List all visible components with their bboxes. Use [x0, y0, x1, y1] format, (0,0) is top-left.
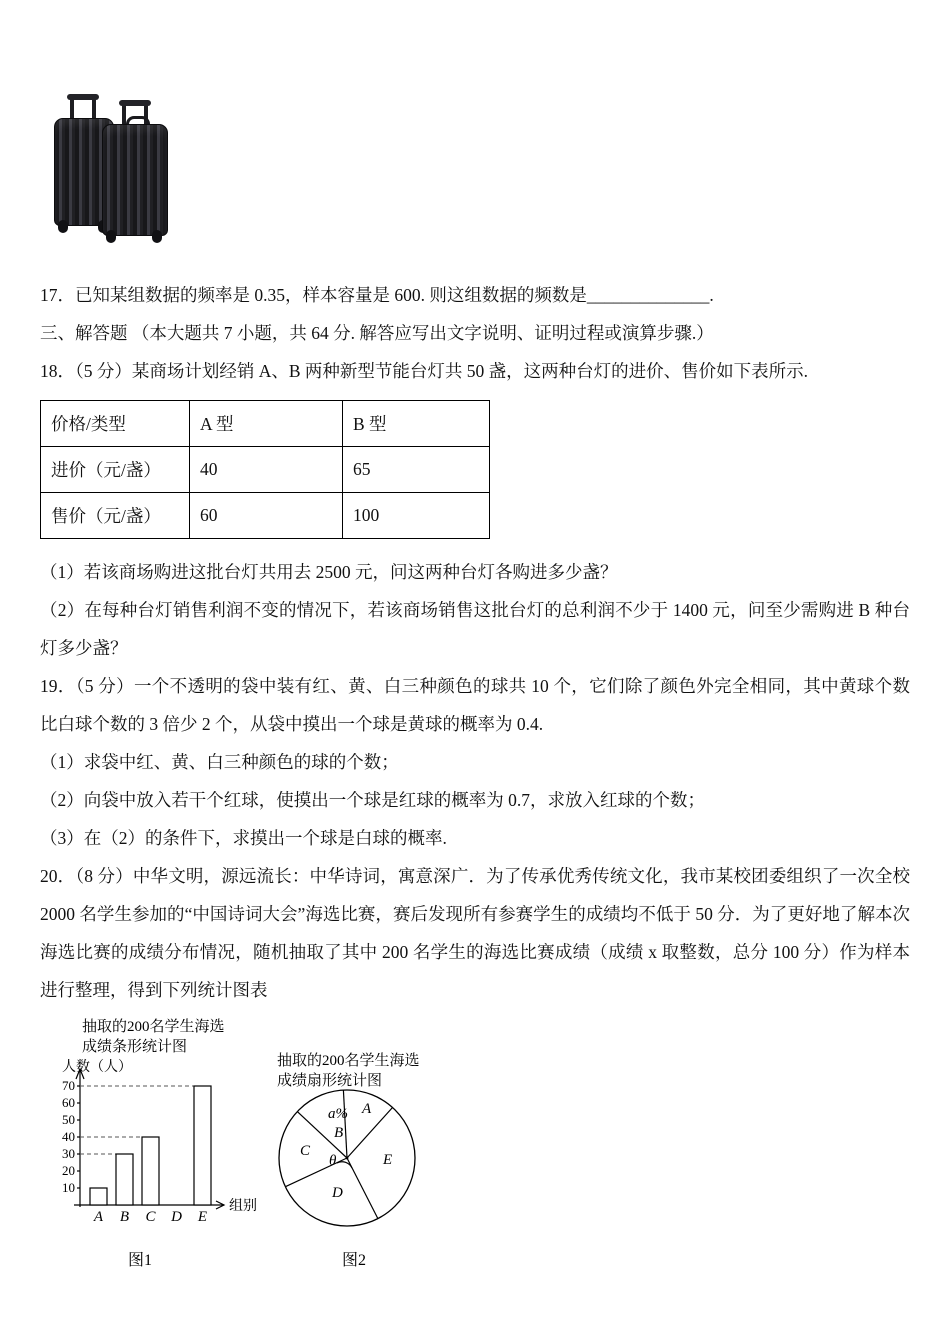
table-cell: 65 [343, 447, 490, 493]
pie-center-dot [346, 1157, 349, 1160]
bar-chart-title-line1: 抽取的200名学生海选 [82, 1019, 225, 1035]
bar-C [142, 1137, 159, 1205]
question-19-part3: （3）在（2）的条件下，求摸出一个球是白球的概率. [40, 828, 447, 848]
table-cell: 进价（元/盏） [41, 447, 190, 493]
suitcase-wheel [58, 220, 68, 233]
pie-label-a-percent: a% [328, 1106, 348, 1122]
suitcase-handle-bar [92, 98, 96, 120]
pie-label-E: E [383, 1152, 393, 1168]
suitcase-handle-top [119, 100, 151, 106]
y-tick-label: 30 [62, 1146, 75, 1161]
table-row-purchase-price [41, 447, 490, 493]
y-tick-label: 50 [62, 1112, 75, 1127]
table-cell: 100 [343, 493, 490, 539]
pie-chart-title-line2: 成绩扇形统计图 [277, 1073, 383, 1089]
q18-price-table [40, 400, 490, 539]
category-label-C: C [145, 1209, 156, 1225]
suitcase-image [48, 92, 198, 252]
question-20-intro: 20．（8 分）中华文明，源远流长：中华诗词，寓意深广．为了传承优秀传统文化，我市某校团委组织了一次全校 2000 名学生参加的“中国诗词大会”海选比赛，赛后发现所有参赛学生的成绩均不低于 50 分．为了更好地了解本次海选比赛的成绩分布情况，随机抽取了其中 200 名学生的海选比赛成绩（成绩 x 取整数，总分 100 分）作为样本进行整理，得到下列统计图表 [40, 866, 910, 1000]
pie-label-C: C [300, 1143, 311, 1159]
question-18-part2: （2）在每种台灯销售利润不变的情况下，若该商场销售这批台灯的总利润不少于 1400 元，问至少需购进 B 种台灯多少盏？ [40, 600, 910, 658]
suitcase-wheel [106, 230, 116, 243]
question-18-part1: （1）若该商场购进这批台灯共用去 2500 元，问这两种台灯各购进多少盏？ [40, 562, 618, 582]
bar-B [116, 1154, 133, 1205]
question-19-part2: （2）向袋中放入若干个红球，使摸出一个球是红球的概率为 0.7，求放入红球的个数； [40, 790, 705, 810]
table-cell: 售价（元/盏） [41, 493, 190, 539]
pie-label-B: B [334, 1125, 344, 1141]
y-tick-label: 70 [62, 1078, 75, 1093]
bar-chart-xlabel: 组别 [229, 1199, 257, 1214]
pie-label-A: A [362, 1101, 372, 1117]
category-label-D: D [171, 1209, 182, 1225]
table-cell: 40 [190, 447, 343, 493]
figure2-caption: 图2 [342, 1252, 367, 1269]
bar-E [194, 1086, 211, 1205]
category-label-B: B [119, 1209, 130, 1225]
category-label-E: E [197, 1209, 208, 1225]
section-3-header: 三、解答题 （本大题共 7 小题，共 64 分. 解答应写出文字说明、证明过程或演算步骤.） [40, 323, 714, 343]
suitcase-handle-top [67, 94, 99, 100]
bar-chart-title-line2: 成绩条形统计图 [82, 1039, 188, 1055]
pie-chart-title-line1: 抽取的200名学生海选 [277, 1053, 420, 1069]
pie-chart [252, 1063, 452, 1263]
question-19-intro: 19．（5 分）一个不透明的袋中装有红、黄、白三种颜色的球共 10 个，它们除了颜色外完全相同，其中黄球个数比白球个数的 3 倍少 2 个，从袋中摸出一个球是黄球的概率为 0.4. [40, 676, 910, 734]
suitcase-front [102, 124, 168, 236]
y-tick-label: 40 [62, 1129, 75, 1144]
bar-A [90, 1188, 107, 1205]
table-cell: 60 [190, 493, 343, 539]
table-header-row [41, 401, 490, 447]
y-tick-label: 20 [62, 1163, 75, 1178]
y-tick-label: 10 [62, 1180, 75, 1195]
pie-label-D: D [332, 1185, 343, 1201]
bar-chart-ylabel: 人数（人） [62, 1060, 132, 1075]
statistics-figures [40, 1015, 910, 1283]
pie-label-theta: θ [329, 1153, 337, 1169]
table-cell-type-b: B 型 [343, 401, 490, 447]
question-17: 17．已知某组数据的频率是 0.35，样本容量是 600. 则这组数据的频数是______________. [40, 285, 714, 305]
question-19-part1: （1）求袋中红、黄、白三种颜色的球的个数； [40, 752, 399, 772]
table-row-sale-price [41, 493, 490, 539]
question-18-intro: 18．（5 分）某商场计划经销 A、B 两种新型节能台灯共 50 盏，这两种台灯的进价、售价如下表所示. [40, 361, 809, 381]
table-cell-type-a: A 型 [190, 401, 343, 447]
suitcase-wheel [152, 230, 162, 243]
y-tick-label: 60 [62, 1095, 75, 1110]
suitcase-handle-bar [70, 98, 74, 120]
table-cell-price-type: 价格/类型 [41, 401, 190, 447]
figure1-caption: 图1 [128, 1252, 153, 1269]
category-label-A: A [93, 1209, 104, 1225]
bar-chart-title [82, 1017, 225, 1057]
